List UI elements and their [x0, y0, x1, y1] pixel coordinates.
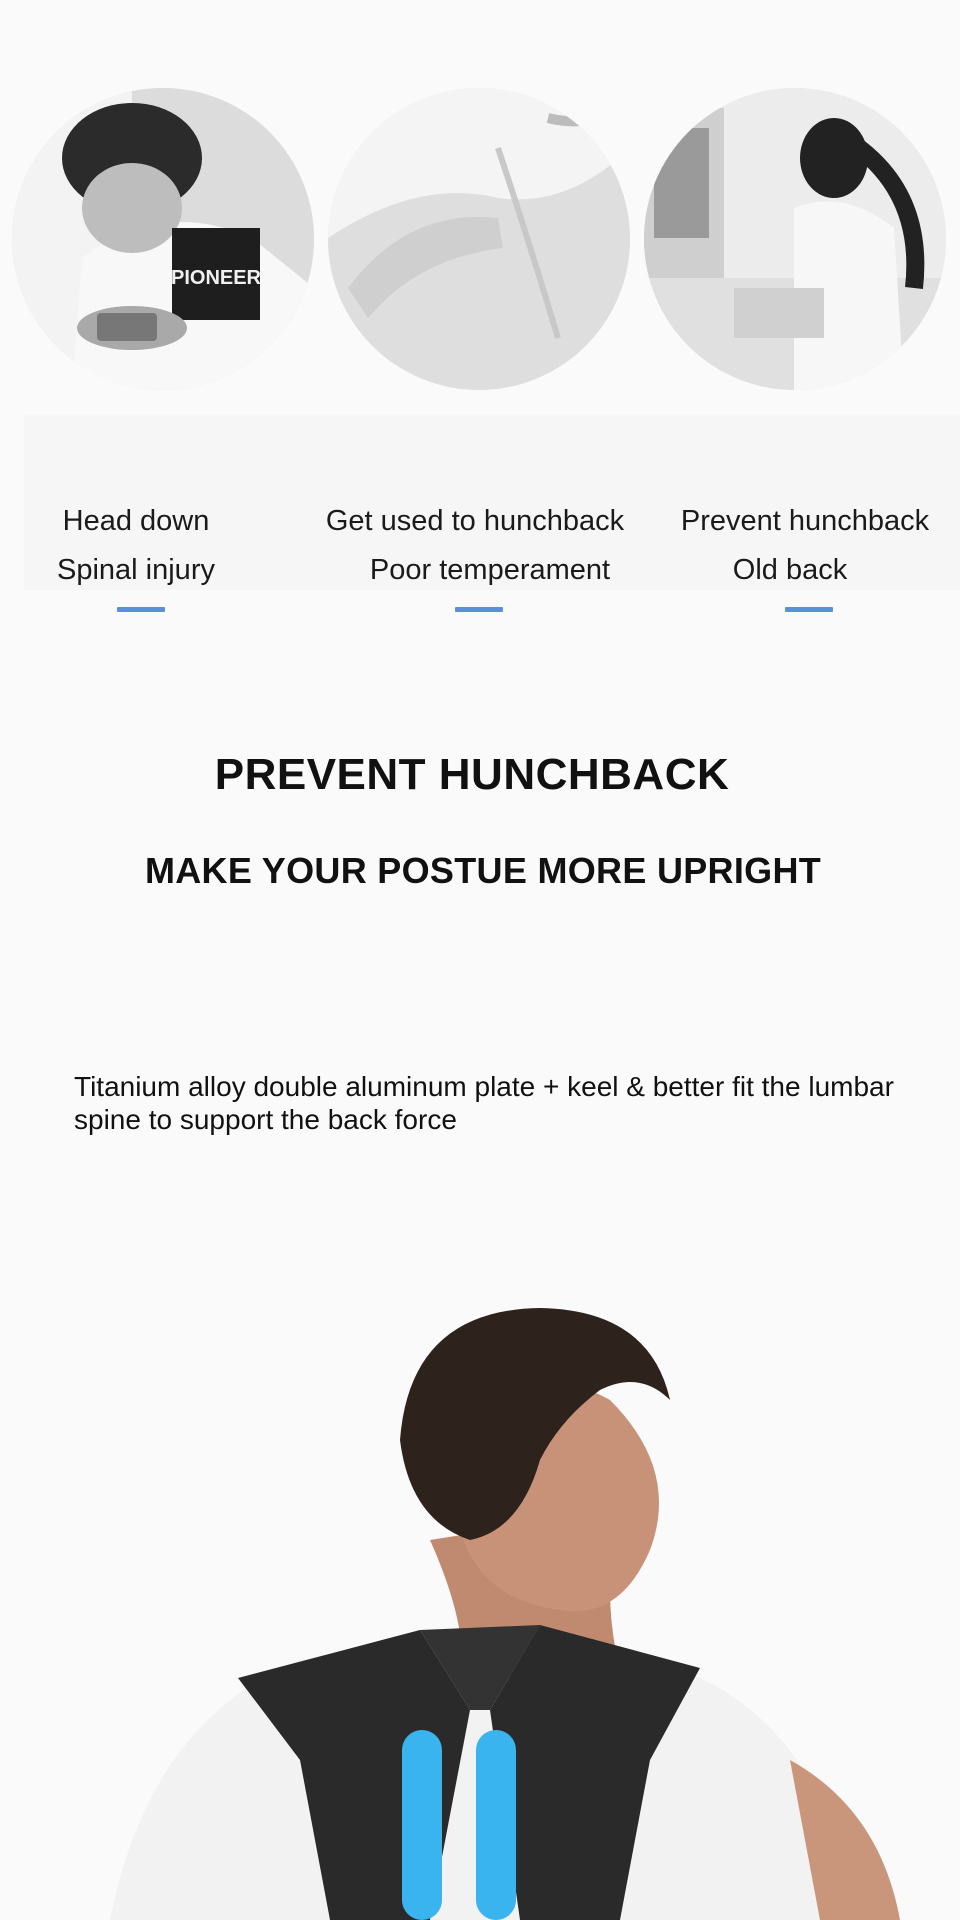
- page-subheadline: MAKE YOUR POSTUE MORE UPRIGHT: [144, 850, 822, 891]
- photo-woman-at-desk: [644, 88, 946, 390]
- shirt-print-text: PIONEER: [170, 267, 262, 289]
- problem-caption-1: [36, 497, 236, 595]
- caption-line: Poor temperament: [369, 554, 611, 586]
- problem-photos: [0, 88, 960, 398]
- caption-line: Head down: [62, 505, 210, 537]
- photo-rounded-shoulder: [328, 88, 630, 390]
- problem-caption-2: [310, 497, 670, 595]
- accent-dash: [455, 607, 503, 612]
- product-description: Titanium alloy double aluminum plate + keel & better fit the lumbar spine to support the back force: [74, 1071, 894, 1135]
- caption-line: Old back: [732, 554, 848, 586]
- page-headline: PREVENT HUNCHBACK: [214, 750, 730, 799]
- hero-posture-brace-photo: [0, 1290, 960, 1920]
- accent-dash: [785, 607, 833, 612]
- caption-line: Prevent hunchback: [680, 505, 930, 537]
- problem-caption-3: [660, 497, 950, 595]
- caption-line: Get used to hunchback: [325, 505, 625, 537]
- caption-line: Spinal injury: [57, 554, 215, 586]
- photo-head-down: [12, 88, 314, 390]
- accent-dash: [117, 607, 165, 612]
